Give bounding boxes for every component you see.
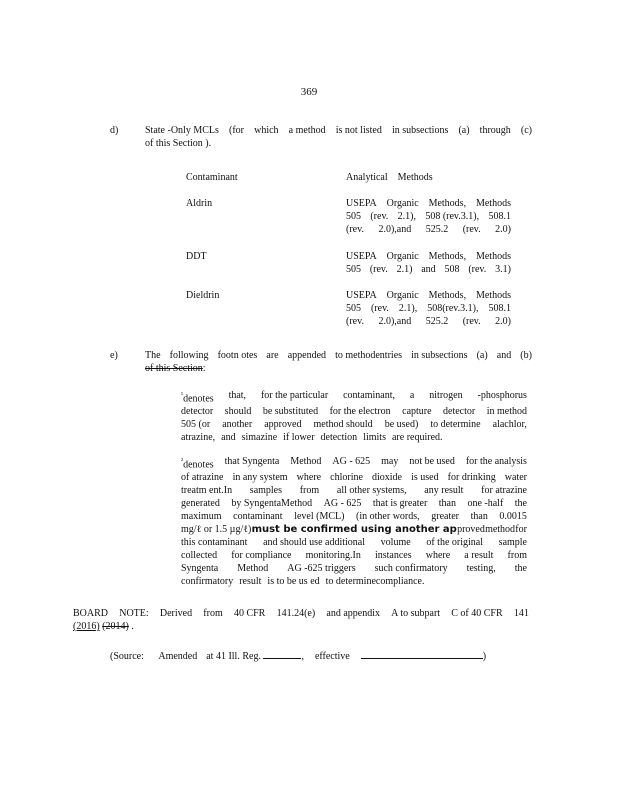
methods-word: 2.0),and [378,316,412,327]
methods-word: 2.0) [495,224,511,235]
item-d-word: (a) [458,125,470,136]
item-d-line2: of this Section ). [145,138,212,149]
footnote-1-word: be substituted [262,406,319,418]
footnote-2-word: and should use additional [263,537,365,549]
footnote-2-word: dioxide [372,472,402,484]
footnote-2-word: to determinecompliance. [325,576,425,588]
footnote-2-word: is to be us ed [267,576,320,588]
footnote-2-word: proved [457,524,485,536]
source-effective: effective [314,651,350,662]
footnote-2-word: testing, [466,563,496,575]
footnote-2-word: that is greater [372,498,428,510]
row-methods-ddt [346,250,511,276]
footnote-1-word: denotes [183,393,214,405]
board-note-word: from [203,608,223,619]
footnote-2-word: 0.0015 [499,511,527,523]
footnote-1-line [181,431,527,444]
source-comma: , [301,651,304,662]
methods-word: 2.0),and [378,224,412,235]
footnote-2-word: result [239,576,262,588]
footnote-2-word: samples [249,485,283,497]
methods-word: 508.1 [488,211,511,222]
item-e-strike: of this Section [145,363,203,374]
footnote-2-word: treatm ent.In [181,485,233,497]
footnote-1-lead [181,389,214,405]
footnote-2-word: (in other words, [356,511,420,523]
row-contaminant-aldrin: Aldrin [186,198,213,209]
footnote-2-word: the [514,498,527,510]
methods-line [346,289,511,302]
methods-line [346,210,511,223]
methods-line [346,263,511,276]
item-d-line1 [145,124,532,137]
footnote-1-line [181,418,527,431]
footnote-2-word: for compliance [231,550,292,562]
footnote-2-word: where [425,550,451,562]
methods-word: 508 (rev.3.1), [425,211,480,222]
board-note-word: BOARD [73,608,109,619]
row-contaminant-ddt: DDT [186,251,207,262]
footnote-1-word: nitrogen [429,390,463,401]
table-header-methods: Analytical Methods [346,172,433,183]
footnote-2-word: for the analysis [465,456,527,467]
footnote-1-word: be used) [384,419,419,431]
methods-word: 508.1 [488,303,511,314]
methods-line [346,302,511,315]
methods-word: Organic [386,290,419,301]
footnote-1-word: detector [181,406,214,418]
footnote-1-line [181,389,527,405]
methods-word: (rev. [462,224,481,235]
item-d-word: (for [229,125,244,136]
footnote-2 [181,455,527,588]
methods-word: Organic [386,251,419,262]
footnote-1-word: if lower [283,432,315,444]
methods-word: (rev. [370,303,389,314]
methods-word: Organic [386,198,419,209]
footnote-2-word: chlorine [330,472,363,484]
methods-word: 508 [444,264,460,275]
footnote-2-word: generated [181,498,220,510]
item-e-word: footn otes [217,350,258,361]
footnote-1-word: limits [363,432,386,444]
methods-line [346,223,511,236]
footnote-2-word: monitoring.In [305,550,361,562]
methods-word: (rev. [346,316,364,327]
footnote-2-word: volume [380,537,411,549]
methods-word: Methods, [428,198,467,209]
methods-line [346,315,511,328]
source-prefix: (Source: [110,651,144,662]
footnote-1-word: -phosphorus [477,390,527,401]
methods-word: Methods [475,290,511,301]
footnote-2-word: for [515,524,527,536]
footnote-2-line [181,549,527,562]
table-header-contaminant: Contaminant [186,172,238,183]
footnote-2-word: from [299,485,320,497]
footnote-1-word: for the particular [260,390,329,401]
item-e-word: appended [287,350,327,361]
footnote-2-line [181,510,527,523]
footnote-1-word: detector [443,406,476,418]
footnote-1-word: contaminant, [343,390,395,401]
footnote-2-lead [181,455,214,471]
board-note-word: and appendix [326,608,380,619]
footnote-1-word: capture [402,406,432,418]
footnote-2-word: all other systems, [336,485,407,497]
methods-word: Methods, [428,251,467,262]
methods-line [346,197,511,210]
footnote-1-word: in method [486,406,527,418]
footnote-2-word: confirmatory [181,576,234,588]
item-e-line1 [145,349,532,362]
board-note-word: Derived [159,608,193,619]
methods-word: Methods [475,251,511,262]
footnote-2-word: than [470,511,488,523]
methods-word: (rev. [369,264,388,275]
item-e-word: following [169,350,209,361]
methods-word: Methods, [428,290,467,301]
methods-word: USEPA [346,251,377,262]
footnote-2-word: for atrazine [481,485,527,497]
footnote-2-word: maximum [181,511,222,523]
footnote-1-word: 505 (or [181,419,211,431]
item-d-word: is not listed [335,125,382,136]
footnote-2-word: may [381,456,399,467]
methods-word: 3.1) [495,264,511,275]
footnote-2-word: mg/ℓ or 1.5 µg/ℓ) [181,524,252,536]
footnote-2-line [181,455,527,471]
board-note-word: 40 CFR [233,608,266,619]
methods-word: (rev. [370,211,389,222]
footnote-1-marker: ¹ [181,391,184,399]
footnote-2-word: where [296,472,322,484]
item-e-word: The [145,350,161,361]
item-d-label: d) [110,125,119,136]
footnote-2-word: contaminant [233,511,283,523]
board-note [73,607,529,633]
row-methods-aldrin [346,197,511,236]
item-d-word: through [479,125,511,136]
footnote-2-word: AG - 625 [323,498,362,510]
item-e-label: e) [110,350,118,361]
footnote-2-word: sample [498,537,527,549]
footnote-2-word: must be confirmed using another ap [251,524,457,536]
methods-word: 2.1), [398,303,418,314]
footnote-2-word: collected [181,550,218,562]
footnote-2-word: than [438,498,456,510]
footnote-2-line [181,562,527,575]
footnote-2-word: in any system [232,472,288,484]
methods-word: 2.0) [495,316,511,327]
methods-word: 505 [346,211,361,222]
footnote-1-word: another [222,419,253,431]
board-note-line2 [73,620,529,633]
footnote-2-word: Method [237,563,269,575]
footnote-2-word: any result [424,485,464,497]
board-note-word: C of 40 CFR [451,608,503,619]
footnote-1 [181,389,527,444]
footnote-1-word: approved [264,419,302,431]
footnote-2-word: this contaminant [181,537,248,549]
footnote-2-line [181,575,527,588]
item-e-word: are [266,350,279,361]
item-e-word: (a) [476,350,488,361]
footnote-1-word: for the electron [329,406,391,418]
footnote-2-word: water [504,472,527,484]
footnote-1-word: detection [320,432,358,444]
item-d-word: (c) [520,125,532,136]
methods-word: 505 [346,264,361,275]
footnote-1-word: to determine [430,419,481,431]
methods-word: (rev. [462,316,481,327]
source-amended: Amended [158,651,198,662]
footnote-1-word: alachlor, [492,419,527,431]
footnote-1-word: atrazine, [181,432,216,444]
item-d-text [145,124,532,150]
footnote-1-word: are required. [391,432,443,444]
footnote-2-word: for drinking [447,472,496,484]
board-note-line1 [73,607,529,620]
footnote-2-word: AG - 625 [332,456,371,467]
row-methods-dieldrin [346,289,511,328]
methods-word: 525.2 [425,316,449,327]
methods-word: 525.2 [425,224,449,235]
footnote-2-marker: ² [181,457,184,465]
footnote-2-word: such confirmatory [374,563,448,575]
page-number: 369 [300,86,318,98]
methods-word: and [421,264,436,275]
item-e-tail: : [202,363,206,374]
source-line [110,648,486,663]
footnote-2-word: one -half [467,498,504,510]
reg-blank [263,648,301,659]
item-d-word: a method [288,125,326,136]
board-note-tail: . [128,621,134,632]
footnote-2-word: of the original [426,537,483,549]
methods-word: 2.1) [396,264,413,275]
methods-word: (rev. [468,264,487,275]
footnote-2-word: of atrazine [181,472,224,484]
footnote-2-word: the [514,563,527,575]
footnote-2-word: instances [374,550,412,562]
item-d-word: which [254,125,279,136]
footnote-2-word: Method [290,456,322,467]
methods-word: 2.1), [397,211,416,222]
board-note-old-year: (2014) [102,621,129,632]
methods-word: 505 [346,303,361,314]
board-note-new-year: (2016) [73,621,100,632]
board-note-word: NOTE: [119,608,149,619]
footnote-2-word: not be used [409,456,455,467]
item-e-word: (b) [520,350,532,361]
footnote-1-word: that, [228,390,247,401]
footnote-2-word: level (MCL) [294,511,345,523]
source-close: ) [482,651,487,662]
footnote-1-word: a [409,390,415,401]
footnote-1-line [181,405,527,418]
footnote-2-word: denotes [183,459,214,471]
item-e-text [145,349,532,375]
footnote-2-word: Syngenta [181,563,219,575]
item-e-word: and [496,350,512,361]
footnote-1-word: should [224,406,252,418]
footnote-2-word: that Syngenta [224,456,280,467]
source-reg: at 41 Ill. Reg. [206,651,261,662]
item-d-word: State -Only MCLs [145,125,219,136]
methods-word: 508(rev.3.1), [427,303,479,314]
methods-line [346,250,511,263]
board-note-word: A to subpart [391,608,441,619]
methods-word: (rev. [346,224,364,235]
footnote-2-line [181,471,527,484]
board-note-word: 141.24(e) [276,608,316,619]
item-e-word: to methodentries [335,350,403,361]
item-e-line2 [145,362,532,375]
board-note-word: 141 [513,608,529,619]
footnote-2-word: by SyngentaMethod [231,498,313,510]
footnote-2-word: from [507,550,527,562]
footnote-2-line [181,523,527,536]
footnote-2-word: AG -625 triggers [287,563,356,575]
footnote-2-word: method [485,524,516,536]
row-contaminant-dieldrin: Dieldrin [186,290,220,301]
footnote-2-word: a result [464,550,494,562]
effective-blank [361,648,483,659]
item-d-word: in subsections [391,125,449,136]
footnote-1-word: method should [313,419,373,431]
footnote-1-word: simazine [241,432,278,444]
footnote-2-line [181,497,527,510]
footnote-2-word: is used [411,472,439,484]
methods-word: USEPA [346,290,377,301]
item-e-word: in subsections [411,350,468,361]
footnote-2-line [181,536,527,549]
footnote-1-word: and [221,432,236,444]
methods-word: USEPA [346,198,377,209]
footnote-2-line [181,484,527,497]
footnote-2-word: greater [431,511,460,523]
methods-word: Methods [475,198,511,209]
